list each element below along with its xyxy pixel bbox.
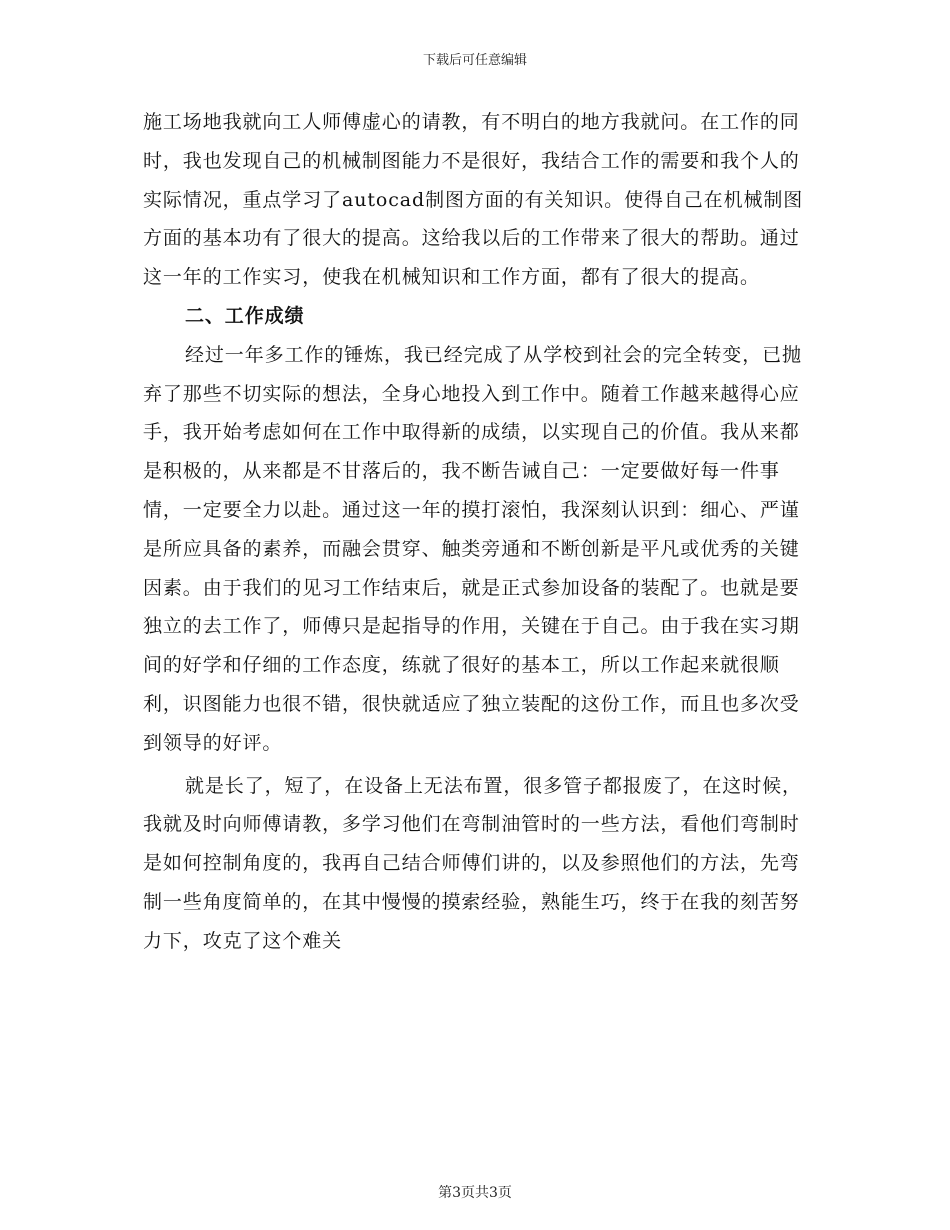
paragraph-3: 就是长了，短了，在设备上无法布置，很多管子都报废了，在这时候，我就及时向师傅请教，多学习他们在弯制油管时的一些方法，看他们弯制时是如何控制角度的，我再自己结合师傅们讲的，以及参照他们的方法，先弯制一些角度简单的，在其中慢慢的摸索经验，熟能生巧，终于在我的刻苦努力下，攻克了这个难关 <box>143 774 802 952</box>
page-header-note: 下载后可任意编辑 <box>422 53 527 68</box>
paragraph-1: 施工场地我就向工人师傅虚心的请教，有不明白的地方我就问。在工作的同时，我也发现自己的机械制图能力不是很好，我结合工作的需要和我个人的实际情况，重点学习了autocad制图方面的有关知识。使得自己在机械制图方面的基本功有了很大的提高。这给我以后的工作带来了很大的帮助。通过这一年的工作实习，使我在机械知识和工作方面，都有了很大的提高。 <box>143 111 804 289</box>
page-footer-number: 第3页共3页 <box>438 1185 512 1201</box>
paragraph-2: 经过一年多工作的锤炼，我已经完成了从学校到社会的完全转变，已抛弃了那些不切实际的想法，全身心地投入到工作中。随着工作越来越得心应手，我开始考虑如何在工作中取得新的成绩，以实现自己的价值。我从来都是积极的，从来都是不甘落后的，我不断告诫自己：一定要做好每一件事情，一定要全力以赴。通过这一年的摸打滚怕，我深刻认识到：细心、严谨是所应具备的素养，而融会贯穿、触类旁通和不断创新是平凡或优秀的关键因素。由于我们的见习工作结束后，就是正式参加设备的装配了。也就是要独立的去工作了，师傅只是起指导的作用，关键在于自己。由于我在实习期间的好学和仔细的工作态度，练就了很好的基本工，所以工作起来就很顺利，识图能力也很不错，很快就适应了独立装配的这份工作，而且也多次受到领导的好评。 <box>143 343 802 754</box>
section-heading: 二、工作成绩 <box>185 304 305 327</box>
document-body <box>143 103 813 961</box>
